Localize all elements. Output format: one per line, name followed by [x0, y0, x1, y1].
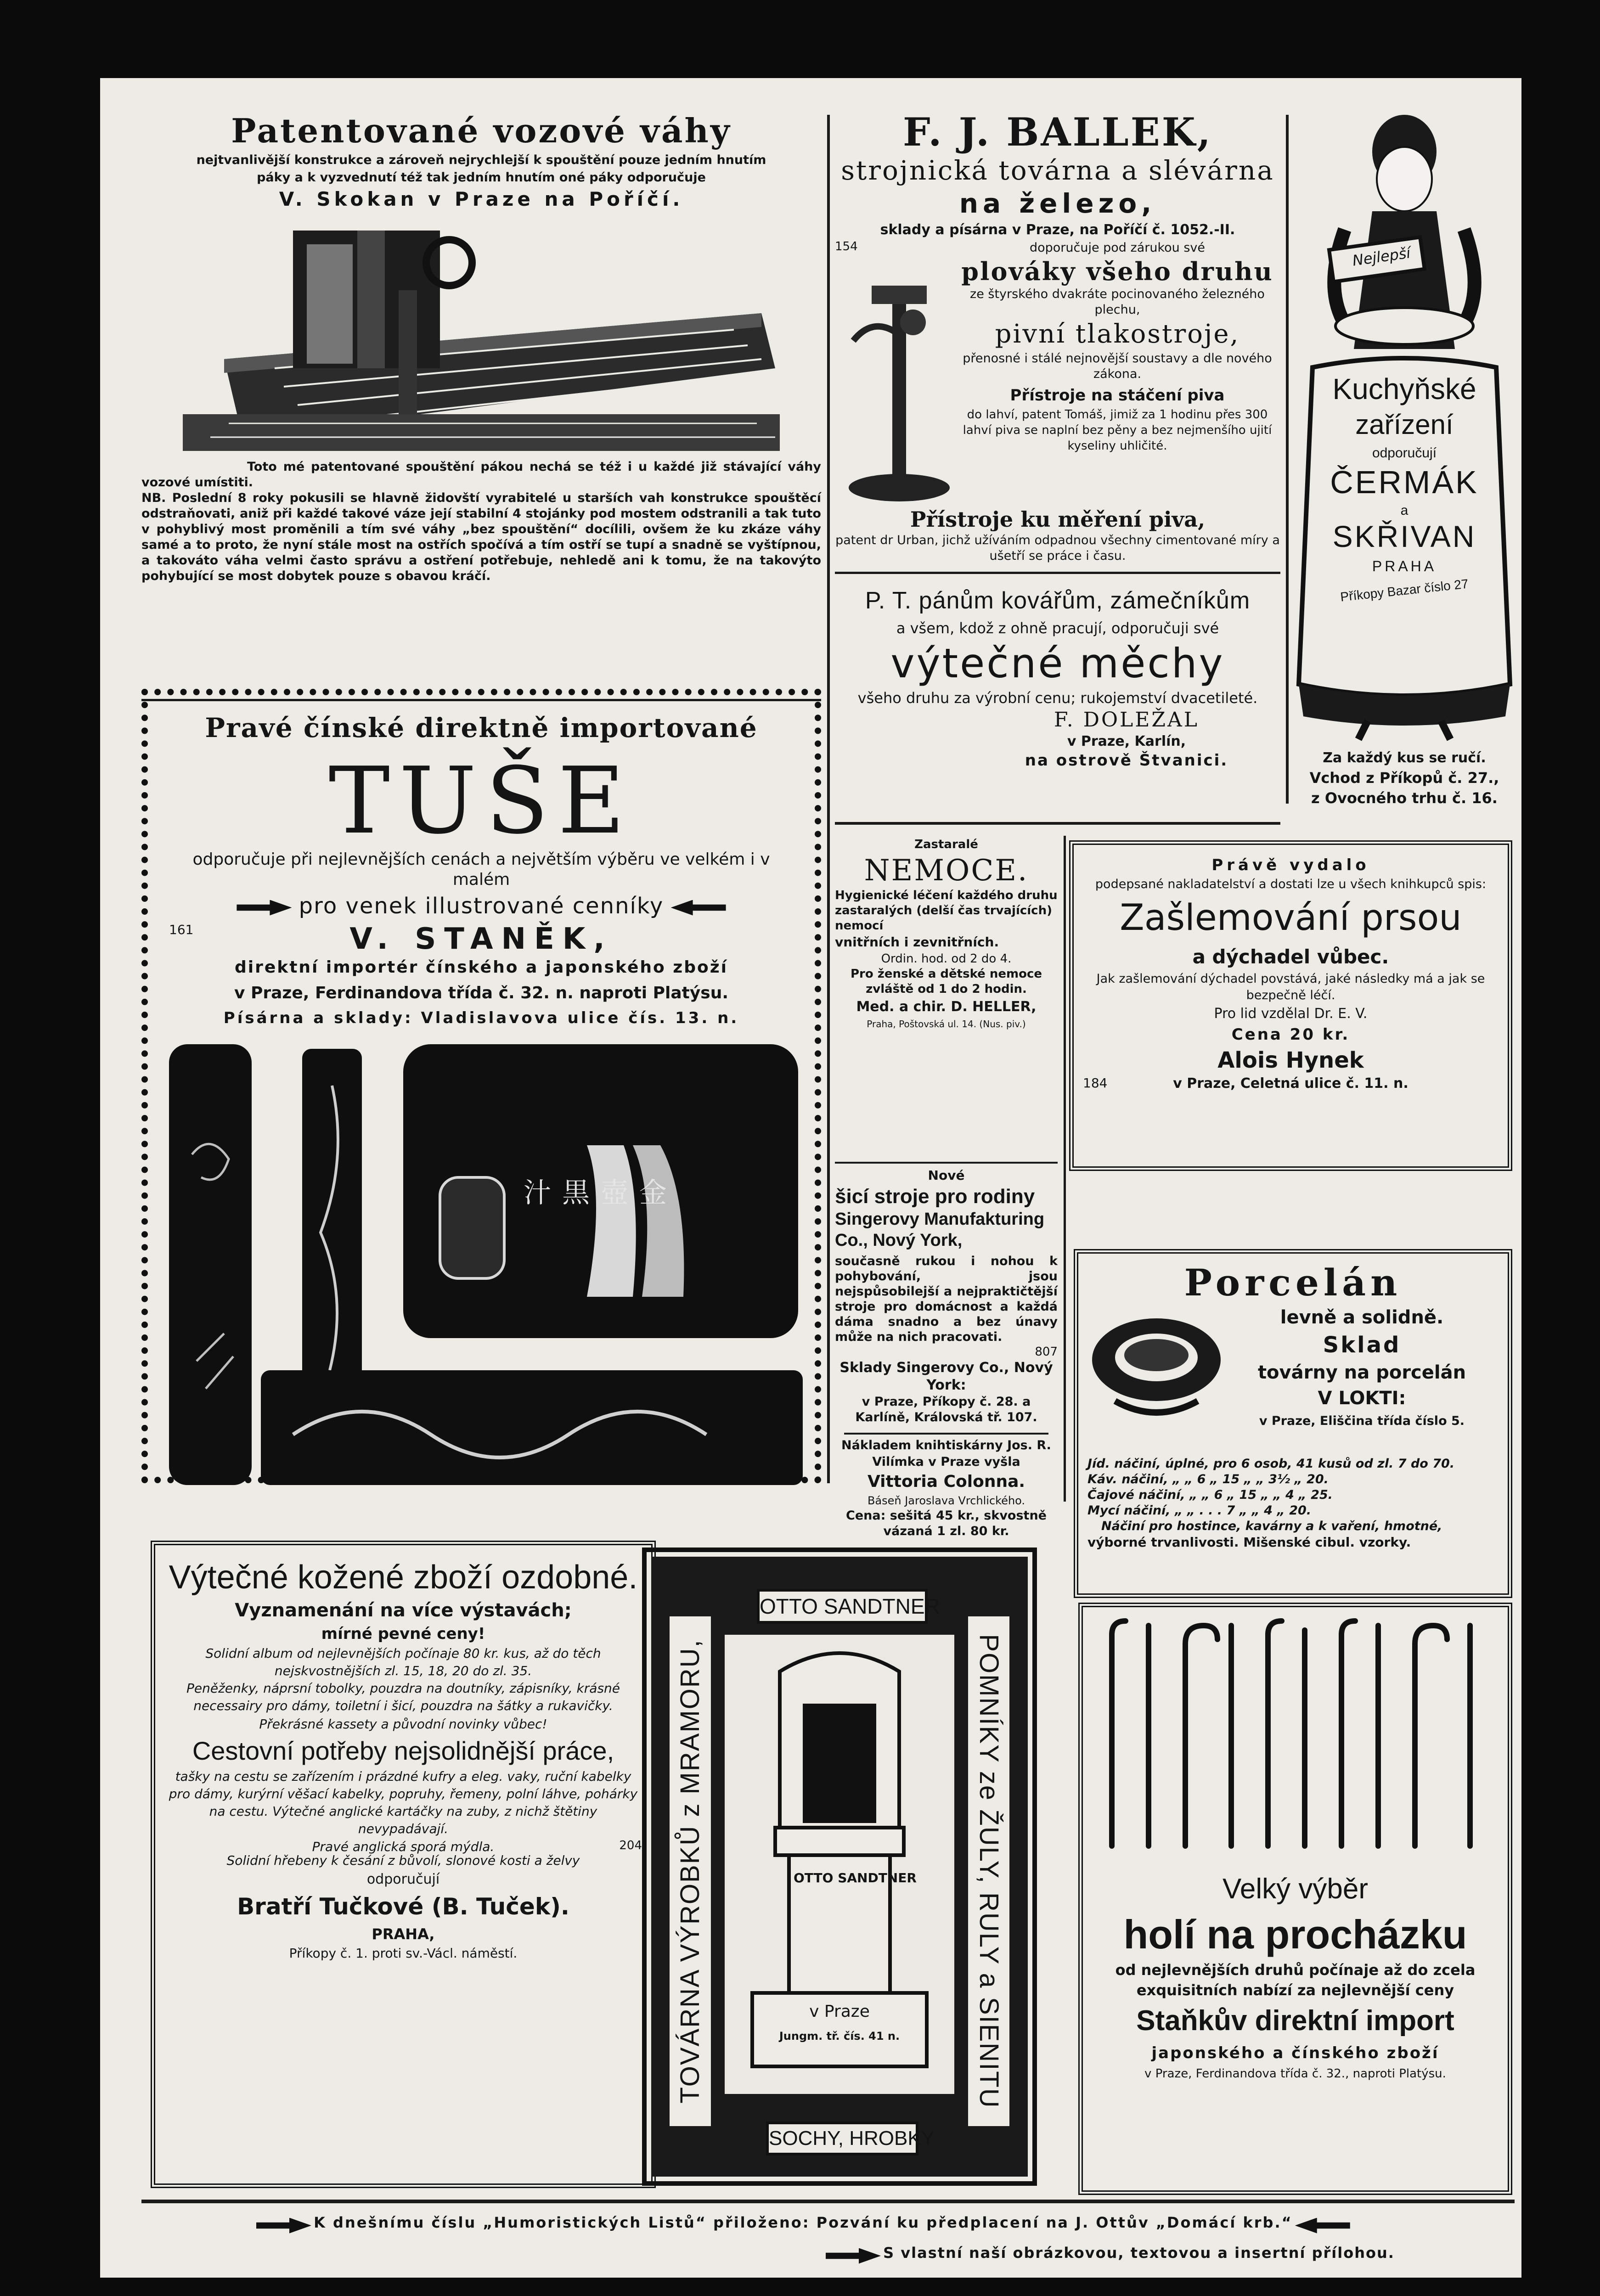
- cook-l4: ČERMÁK: [1330, 464, 1479, 500]
- mechy-place2: na ostrově Štvanici.: [1025, 751, 1228, 770]
- ballek-d4: patent dr Urban, jichž užíváním odpadnou všechny cimentované míry a ušetří se práce i času.: [835, 533, 1280, 563]
- tuse-l1: odporučuje při nejlevnějších cenách a největším výběru ve velkém i v malém: [192, 850, 770, 889]
- porcelan-l1: levně a solidně.: [1280, 1307, 1444, 1328]
- hole-l3: japonského a čínského zboží: [1151, 2044, 1439, 2062]
- vahy-p2: NB. Poslední 8 roky pokusili se hlavně židovští vyrabitelé u starších vah konstrukce spouštěcí odstraňovati, aniž při každé takové váze její stabilní 4 stojánky pod mostem odstranili a tak tuto v pohyblivý most proměnili a tím své váhy „bez spouštění“ docílili, ovšem že ku zkáze váhy samé a to proto, že nyní stále most na ostřích spočívá a tím ostří se tupí a snadně se vyštípnou, a takováto váha velmi často správu a ostření potřebuje, nehledě ani k tomu, že na takovýto pohybující se most dobytek pouze s obavou kráčí.: [141, 491, 821, 583]
- porcelan-l7: výborné trvanlivosti. Mišenské cibul. vzorky.: [1087, 1535, 1411, 1550]
- vahy-title: Patentované vozové váhy: [231, 111, 732, 150]
- porcelan-row: Jíd. náčiní, úplné, pro 6 osob, 41 kusů od zl. 7 do 70.: [1087, 1457, 1455, 1471]
- ad-singer: [835, 1166, 1058, 1433]
- beer-pump-illustration: [844, 272, 954, 511]
- vahy-line1: nejtvanlivější konstrukce a zároveň nejrychlejší k spouštění pouze jedním hnutím: [196, 153, 766, 167]
- kozene-l5: Pravé anglická sporá mýdla.: [312, 1839, 495, 1854]
- ad-vahy: [141, 110, 821, 698]
- mechy-big: výtečné měchy: [890, 640, 1225, 687]
- column-rule: [1286, 115, 1289, 804]
- zasl-pre: Právě vydalo: [1211, 856, 1370, 874]
- nemoce-l1: Hygienické léčení každého druhu zastaralých (delší čas trvajících) nemocí: [835, 889, 1058, 933]
- mechy-place: v Praze, Karlín,: [1067, 733, 1186, 749]
- cook-sign: Nejlepší: [1351, 244, 1412, 270]
- singer-l3: v Praze, Příkopy č. 28. a Karlíně, Královská tř. 107.: [855, 1395, 1037, 1424]
- sandtner-right: POMNÍKY ze ŽULY, RULY a SIENITU: [968, 1616, 1009, 2126]
- footer-l1: K dnešnímu číslu „Humoristických Listů“ přiloženo: Pozvání ku předplacení na J. Ottův „Domácí krb.“: [314, 2214, 1293, 2231]
- ballek-num: 154: [835, 240, 858, 253]
- cook-l5: a: [1400, 503, 1408, 518]
- rule: [835, 822, 1280, 825]
- colonna-l2: Báseň Jaroslava Vrchlického.: [867, 1494, 1025, 1507]
- zasl-l3: Pro lid vzdělal Dr. E. V.: [1214, 1006, 1368, 1022]
- ad-zasl: [1083, 854, 1499, 1157]
- ballek-sub: strojnická továrna a slévárna: [841, 155, 1274, 186]
- porcelan-row: Čajové náčiní, „ „ 6 „ 15 „ „ 4 „ 25.: [1087, 1488, 1333, 1502]
- porcelan-l2: Sklad: [1323, 1332, 1401, 1358]
- cook-l2: zařízení: [1355, 409, 1454, 440]
- cook-cap2: Vchod z Příkopů č. 27.,: [1309, 769, 1499, 787]
- sandtner-foot: SOCHY, HROBKY: [766, 2122, 918, 2155]
- mechy-name: F. DOLEŽAL: [1054, 708, 1199, 732]
- nemoce-pre: Zastaralé: [914, 838, 978, 851]
- zasl-big: Zašlemování prsou: [1120, 897, 1462, 939]
- kozene-l4: tašky na cestu se zařízením i prázdné kufry a eleg. vaky, ruční kabelky pro dámy, kurýrní věšací kabelky, popruhy, řemeny, polní láhve, pohárky na cestu. Výtečné anglické kartáčky na zuby, z nichž štětiny nevypadávají.: [169, 1769, 638, 1836]
- hole-h: Staňkův direktní import: [1136, 2005, 1454, 2037]
- pointing-hand-icon: [671, 900, 726, 916]
- singer-l1: současně rukou i nohou k pohybování, jsou nejspůsobilejší a nejpraktičtější stroje pro domácnost a každá dáma snadno a bez únavy může na nich pracovati.: [835, 1254, 1058, 1344]
- zasl-sub: a dýchadel vůbec.: [1192, 945, 1389, 968]
- mechy-title: P. T. pánům kovářům, zámečníkům: [865, 587, 1251, 614]
- ballek-h1: plováky všeho druhu: [961, 257, 1273, 286]
- ballek-addr: sklady a písárna v Praze, na Poříčí č. 1052.-II.: [880, 222, 1235, 238]
- nemoce-big: NEMOCE.: [864, 854, 1029, 888]
- hole-big: holí na procházku: [1123, 1912, 1467, 1957]
- ad-mechy: [835, 583, 1280, 813]
- tuse-num: 161: [169, 922, 194, 937]
- kozene-l2: Peněženky, náprsní tobolky, pouzdra na doutníky, zápisníky, krásné necessairy pro dámy, toiletní i šicí, pouzdra na šátky a rukavičky.: [186, 1681, 620, 1713]
- kozene-l6: Solidní hřebeny k česání z bůvolí, slonové kosti a želvy: [226, 1853, 580, 1868]
- mechy-l1: a všem, kdož z ohně pracují, odporučuji své: [896, 619, 1219, 637]
- ballek-sub2: na železo,: [959, 188, 1156, 219]
- porcelan-big: Porcelán: [1184, 1261, 1402, 1304]
- zasl-price: Cena 20 kr.: [1231, 1025, 1350, 1044]
- kozene-title: Výtečné kožené zboží ozdobné.: [169, 1559, 638, 1596]
- kozene-l7: odporučují: [366, 1871, 440, 1887]
- porcelain-dish-illustration: [1087, 1309, 1225, 1429]
- tuse-l2: pro venek illustrované cenníky: [299, 893, 664, 919]
- zasl-addr: v Praze, Celetná ulice č. 11. n.: [1173, 1075, 1408, 1092]
- rule: [844, 1433, 1048, 1435]
- hole-l1: Velký výběr: [1222, 1873, 1369, 1905]
- ad-kitchen: [1294, 110, 1515, 836]
- sandtner-name: OTTO SANDTNER: [757, 1589, 928, 1624]
- ad-hole: [1092, 1616, 1499, 2181]
- porcelan-l6: Náčiní pro hostince, kavárny a k vaření, hmotné,: [1101, 1519, 1442, 1533]
- zasl-name: Alois Hynek: [1217, 1047, 1364, 1073]
- colonna-l3: Cena: sešitá 45 kr., skvostně vázaná 1 zl. 80 kr.: [846, 1508, 1047, 1538]
- tuse-head: Pravé čínské direktně importované: [205, 712, 758, 743]
- zasl-l2: Jak zašlemování dýchadel povstává, jaké následky má a jak se bezpečně léčí.: [1096, 972, 1485, 1002]
- ballek-d2: přenosné i stálé nejnovější soustavy a dle nového zákona.: [963, 351, 1272, 381]
- singer-h1: Nové: [928, 1168, 965, 1183]
- cook-l3: odporučují: [1372, 445, 1437, 461]
- cook-l8: Příkopy Bazar číslo 27: [1340, 576, 1469, 604]
- ad-colonna: [835, 1437, 1058, 1552]
- vahy-line2: páky a k vyzvednutí též tak jedním hnutím oné páky odporučuje: [257, 170, 706, 185]
- sandtner-plate: OTTO SANDTNER: [794, 1870, 917, 1885]
- singer-h2: šicí stroje pro rodiny: [835, 1185, 1035, 1208]
- ad-nemoce: [835, 836, 1058, 1166]
- ballek-h4: Přístroje ku měření piva,: [910, 507, 1206, 532]
- singer-num: 807: [1035, 1345, 1058, 1359]
- hole-l2: od nejlevnějších druhů počínaje až do zcela exquisitních nabízí za nejlevnější ceny: [1115, 1961, 1476, 1999]
- walking-sticks-illustration: [1093, 1616, 1498, 1855]
- cook-cap3: z Ovocného trhu č. 16.: [1311, 789, 1498, 807]
- sandtner-addr: Jungm. tř. čís. 41 n.: [779, 2030, 900, 2043]
- sandtner-left: TOVÁRNA VÝROBKŮ z MRAMORU,: [670, 1616, 711, 2126]
- scale-illustration: [183, 221, 780, 451]
- porcelan-l3: továrny na porcelán: [1257, 1362, 1466, 1383]
- tuse-big: TUŠE: [328, 748, 634, 855]
- kozene-l3: Překrásné kassety a původní novinky vůbec!: [259, 1716, 547, 1732]
- ballek-title: F. J. BALLEK,: [903, 109, 1212, 155]
- ink-sticks-illustration: [155, 1040, 807, 1499]
- footer: [141, 2209, 1515, 2273]
- zasl-num: 184: [1083, 1075, 1108, 1091]
- ballek-offer: doporučuje pod zárukou své: [1029, 241, 1206, 255]
- ad-ballek: [835, 110, 1280, 615]
- newspaper-page: [100, 78, 1521, 2278]
- rule: [835, 1162, 1058, 1164]
- singer-l2: Sklady Singerovy Co., Nový York:: [839, 1360, 1053, 1393]
- pointing-hand-icon: [256, 2218, 311, 2234]
- porcelan-row: Mycí náčiní, „ „ . . . 7 „ „ 4 „ 20.: [1087, 1503, 1312, 1518]
- ballek-d1: ze štyrského dvakráte pocinovaného železného plechu,: [970, 287, 1265, 317]
- ad-tuse: [155, 703, 807, 1469]
- singer-h3: Singerovy Manufakturing Co., Nový York,: [835, 1210, 1045, 1250]
- ballek-d3: do lahví, patent Tomáš, jimiž za 1 hodinu přes 300 lahví piva se naplní bez pěny a bez nejmenšího ujití kyseliny uhličité.: [963, 408, 1272, 453]
- cook-cap1: Za každý kus se ručí.: [1323, 750, 1486, 766]
- kozene-num: 204: [619, 1839, 642, 1852]
- kozene-city: PRAHA,: [372, 1925, 435, 1943]
- cook-l1: Kuchyňské: [1332, 372, 1476, 405]
- tuse-l3: direktní importér čínského a japonského zboží: [234, 958, 728, 977]
- nemoce-l6: Praha, Poštovská ul. 14. (Nus. piv.): [867, 1019, 1026, 1030]
- colonna-l1: Nákladem knihtiskárny Jos. R. Vilímka v Praze vyšla: [841, 1438, 1051, 1469]
- rule: [141, 2200, 1515, 2203]
- kozene-addr: Příkopy č. 1. proti sv.-Václ. náměstí.: [289, 1946, 518, 1961]
- colonna-title: Vittoria Colonna.: [867, 1472, 1025, 1491]
- zasl-l1: podepsané nakladatelství a dostati lze u všech knihkupců spis:: [1095, 877, 1487, 891]
- porcelan-l5: v Praze, Eliščina třída číslo 5.: [1259, 1414, 1465, 1428]
- cook-l6: SKŘIVAN: [1332, 519, 1476, 553]
- ad-sandtner: [651, 1557, 1028, 2177]
- ad-kozene: [164, 1557, 642, 2177]
- porcelan-l4: V LOKTI:: [1318, 1388, 1406, 1409]
- vahy-p1: Toto mé patentované spouštění pákou nechá se též i u každé již stávající váhy vozové umístiti.: [141, 460, 821, 490]
- tuse-name: V. STANĚK,: [349, 922, 613, 956]
- mechy-l2: všeho druhu za výrobní cenu; rukojemství dvacetileté.: [857, 689, 1258, 707]
- tuse-l5: Písárna a sklady: Vladislavova ulice čís. 13. n.: [223, 1009, 739, 1027]
- sandtner-city: v Praze: [809, 2002, 870, 2021]
- tuse-l4: v Praze, Ferdinandova třída č. 32. n. naproti Platýsu.: [234, 984, 729, 1002]
- hole-l4: v Praze, Ferdinandova třída č. 32., naproti Platýsu.: [1144, 2067, 1446, 2081]
- ballek-h2: pivní tlakostroje,: [995, 319, 1240, 349]
- porcelan-row: Káv. náčiní, „ „ 6 „ 15 „ „ 3½ „ 20.: [1087, 1472, 1329, 1486]
- kozene-h2: Cestovní potřeby nejsolidnější práce,: [192, 1736, 614, 1765]
- pointing-hand-icon: [1295, 2218, 1350, 2234]
- kozene-l1: Solidní album od nejlevnějších počínaje 80 kr. kus, až do těch nejskvostnějších zl. 15, 18, 20 do zl. 35.: [205, 1646, 601, 1678]
- column-rule: [827, 115, 830, 1483]
- vahy-firm: V. Skokan v Praze na Poříčí.: [279, 188, 684, 210]
- monument-illustration: [725, 1635, 954, 2094]
- kozene-sub: Vyznamenání na více výstavách;: [235, 1600, 572, 1621]
- tuse-chinese: 汁黒壺金: [524, 1177, 678, 1209]
- ballek-h3: Přístroje na stáčení piva: [1010, 386, 1225, 405]
- column-rule: [1064, 836, 1066, 1502]
- nemoce-l3: Ordin. hod. od 2 do 4.: [881, 952, 1012, 966]
- rule: [835, 572, 1280, 574]
- ad-porcelan: [1087, 1261, 1499, 1587]
- nemoce-l5: Med. a chir. D. HELLER,: [856, 999, 1037, 1015]
- nemoce-l4: Pro ženské a dětské nemoce zvláště od 1 do 2 hodin.: [851, 967, 1042, 996]
- pointing-hand-icon: [237, 900, 292, 916]
- kozene-sub2: mírné pevné ceny!: [321, 1625, 485, 1643]
- pointing-hand-icon: [826, 2248, 881, 2264]
- nemoce-l2: vnitřních i zevnitřních.: [835, 934, 999, 950]
- footer-l2: S vlastní naší obrázkovou, textovou a insertní přílohou.: [883, 2244, 1395, 2262]
- cook-l7: PRAHA: [1372, 558, 1437, 574]
- kozene-name: Bratří Tučkové (B. Tuček).: [237, 1893, 569, 1920]
